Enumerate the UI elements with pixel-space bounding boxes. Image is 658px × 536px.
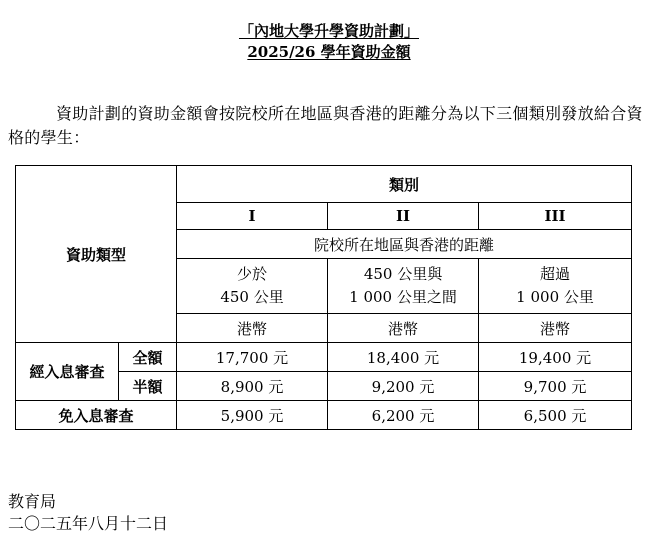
category-3: III bbox=[479, 203, 632, 230]
half-amount-2: 9,200 元 bbox=[328, 372, 479, 401]
table-header-row bbox=[16, 166, 632, 203]
non-means-test-label: 免入息審查 bbox=[16, 401, 177, 430]
subsidy-table bbox=[15, 165, 632, 430]
category-1: I bbox=[177, 203, 328, 230]
full-amount-3: 19,400 元 bbox=[479, 343, 632, 372]
distance-3-line2: 1 000 公里 bbox=[516, 288, 594, 306]
non-means-amount-2: 6,200 元 bbox=[328, 401, 479, 430]
category-2: II bbox=[328, 203, 479, 230]
issue-date: 二〇二五年八月十二日 bbox=[8, 514, 169, 533]
subsidy-type-header: 資助類型 bbox=[16, 166, 177, 343]
distance-1-line2: 450 公里 bbox=[220, 288, 284, 306]
full-grant-label: 全額 bbox=[119, 343, 177, 372]
full-amount-2: 18,400 元 bbox=[328, 343, 479, 372]
half-amount-1: 8,900 元 bbox=[177, 372, 328, 401]
category-header: 類別 bbox=[177, 166, 632, 203]
non-means-amount-3: 6,500 元 bbox=[479, 401, 632, 430]
table-row bbox=[16, 343, 632, 372]
distance-cell-2 bbox=[328, 259, 479, 314]
means-test-label: 經入息審查 bbox=[16, 343, 119, 401]
currency-2: 港幣 bbox=[328, 314, 479, 343]
currency-1: 港幣 bbox=[177, 314, 328, 343]
half-amount-3: 9,700 元 bbox=[479, 372, 632, 401]
distance-2-line2: 1 000 公里之間 bbox=[349, 288, 457, 306]
intro-paragraph: 資助計劃的資助金額會按院校所在地區與香港的距離分為以下三個類別發放給合資格的學生： bbox=[8, 104, 643, 147]
distance-header: 院校所在地區與香港的距離 bbox=[177, 230, 632, 259]
document-title-text: 「內地大學升學資助計劃」 bbox=[238, 22, 419, 40]
distance-2-line1: 450 公里與 bbox=[363, 265, 443, 283]
distance-cell-1 bbox=[177, 259, 328, 314]
document-subtitle-text: 2025/26 學年資助金額 bbox=[247, 43, 411, 61]
distance-3-line1: 超過 bbox=[540, 265, 571, 283]
document-subtitle bbox=[0, 41, 658, 62]
distance-cell-3 bbox=[479, 259, 632, 314]
currency-3: 港幣 bbox=[479, 314, 632, 343]
non-means-amount-1: 5,900 元 bbox=[177, 401, 328, 430]
document-title bbox=[0, 20, 658, 41]
full-amount-1: 17,700 元 bbox=[177, 343, 328, 372]
distance-1-line1: 少於 bbox=[237, 265, 268, 283]
table-row bbox=[16, 401, 632, 430]
half-grant-label: 半額 bbox=[119, 372, 177, 401]
issuer: 教育局 bbox=[8, 492, 57, 511]
